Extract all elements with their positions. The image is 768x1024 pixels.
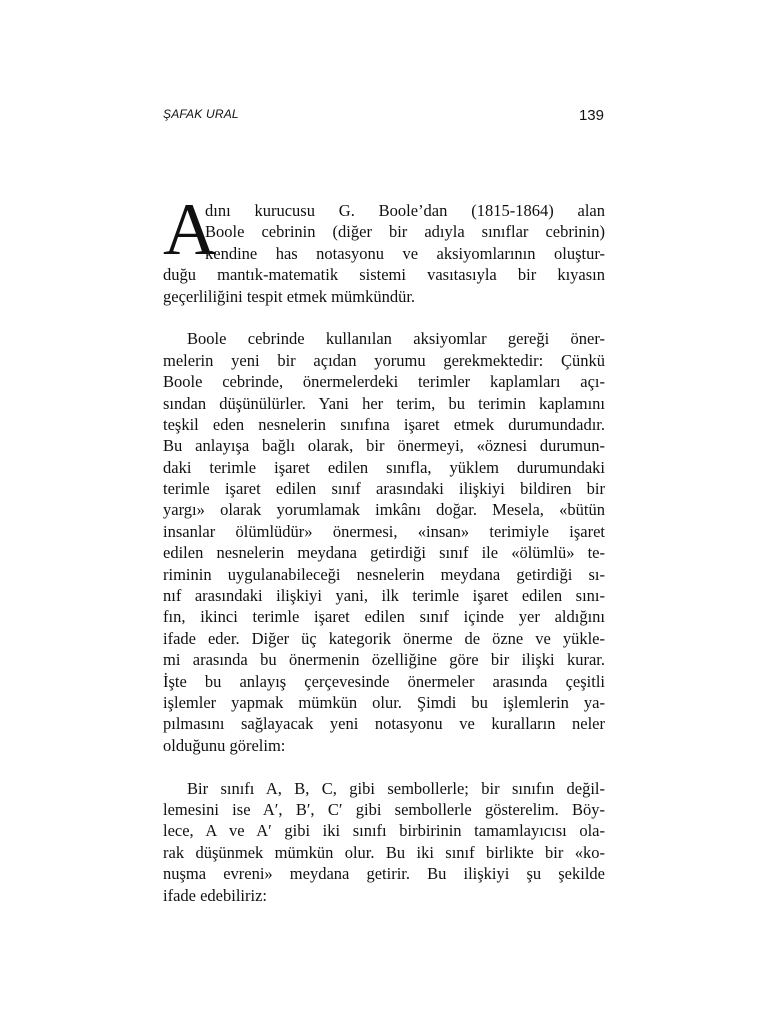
text-line: duğu mantık-matematik sistemi vasıtasıyla bir kıyasın xyxy=(163,265,605,285)
text-line: olduğunu görelim: xyxy=(163,735,286,755)
text-line: pılmasını sağlayacak yeni notasyonu ve kuralların neler xyxy=(163,714,605,734)
text-line: işlemler yapmak mümkün olur. Şimdi bu işlemlerin ya- xyxy=(163,692,605,712)
body-text xyxy=(163,200,605,906)
text-line: nuşma evreni» meydana getirir. Bu ilişkiyi şu şekilde xyxy=(163,864,605,884)
text-line: rak düşünmek mümkün olur. Bu iki sınıf birlikte bir «ko- xyxy=(163,842,605,862)
text-line: edilen nesnelerin meydana getirdiği sınıf ile «ölümlü» te- xyxy=(163,543,605,563)
text-line: daki terimle işaret edilen sınıfla, yüklem durumundaki xyxy=(163,457,605,477)
running-head: ŞAFAK URAL xyxy=(163,107,239,121)
text-line: insanlar ölümlüdür» önermesi, «insan» terimiyle işaret xyxy=(163,521,605,541)
text-line: kendine has notasyonu ve aksiyomlarının oluştur- xyxy=(205,243,605,263)
text-line: dını kurucusu G. Boole’dan (1815-1864) alan xyxy=(205,201,605,220)
text-line: lece, A ve A′ gibi iki sınıfı birbirinin tamamlayıcısı ola- xyxy=(163,821,605,841)
text-line: Bu anlayışa bağlı olarak, bir önermeyi, «öznesi durumun- xyxy=(163,436,605,456)
text-line: Boole cebrinde, önermelerdeki terimler kaplamları açı- xyxy=(163,372,605,392)
text-line: yargı» olarak yorumlamak imkânı doğar. Mesela, «bütün xyxy=(163,500,605,520)
text-line: Bir sınıfı A, B, C, gibi sembollerle; bir sınıfın değil- xyxy=(187,778,605,798)
paragraph-3 xyxy=(163,778,605,906)
paragraph-2 xyxy=(163,328,605,756)
text-line: teşkil eden nesnelerin sınıfına işaret etmek durumundadır. xyxy=(163,414,605,434)
text-line: ifade edebiliriz: xyxy=(163,885,267,905)
text-line: terimle işaret edilen sınıf arasındaki ilişkiyi bildiren bir xyxy=(163,479,605,499)
text-line: Boole cebrinin (diğer bir adıyla sınıflar cebrinin) xyxy=(205,222,605,242)
text-line: riminin uygulanabileceği nesnelerin meydana getirdiği sı- xyxy=(163,564,605,584)
text-line: mi arasında bu önermenin özelliğine göre bir ilişki kurar. xyxy=(163,650,605,670)
text-line: geçerliliğini tespit etmek mümkündür. xyxy=(163,286,416,306)
text-line: ifade eder. Diğer üç kategorik önerme de özne ve yükle- xyxy=(163,628,605,648)
text-line: Boole cebrinde kullanılan aksiyomlar gereği öner- xyxy=(187,329,605,349)
text-line: sından düşünülürler. Yani her terim, bu terimin kaplamını xyxy=(163,393,605,413)
page-number: 139 xyxy=(578,107,604,124)
text-line: nıf arasındaki ilişkiyi yani, ilk terimle işaret edilen sını- xyxy=(163,586,605,606)
text-line: melerin yeni bir açıdan yorumu gerekmektedir: Çünkü xyxy=(163,350,605,370)
text-line: fın, ikinci terimle işaret edilen sınıf içinde yer aldığını xyxy=(163,607,605,627)
paragraph-1 xyxy=(163,200,605,307)
text-line: lemesini ise A′, B′, C′ gibi sembollerle gösterelim. Böy- xyxy=(163,799,605,819)
drop-cap: A xyxy=(163,189,217,271)
text-line: İşte bu anlayış çerçevesinde önermeler arasında çeşitli xyxy=(163,671,605,691)
